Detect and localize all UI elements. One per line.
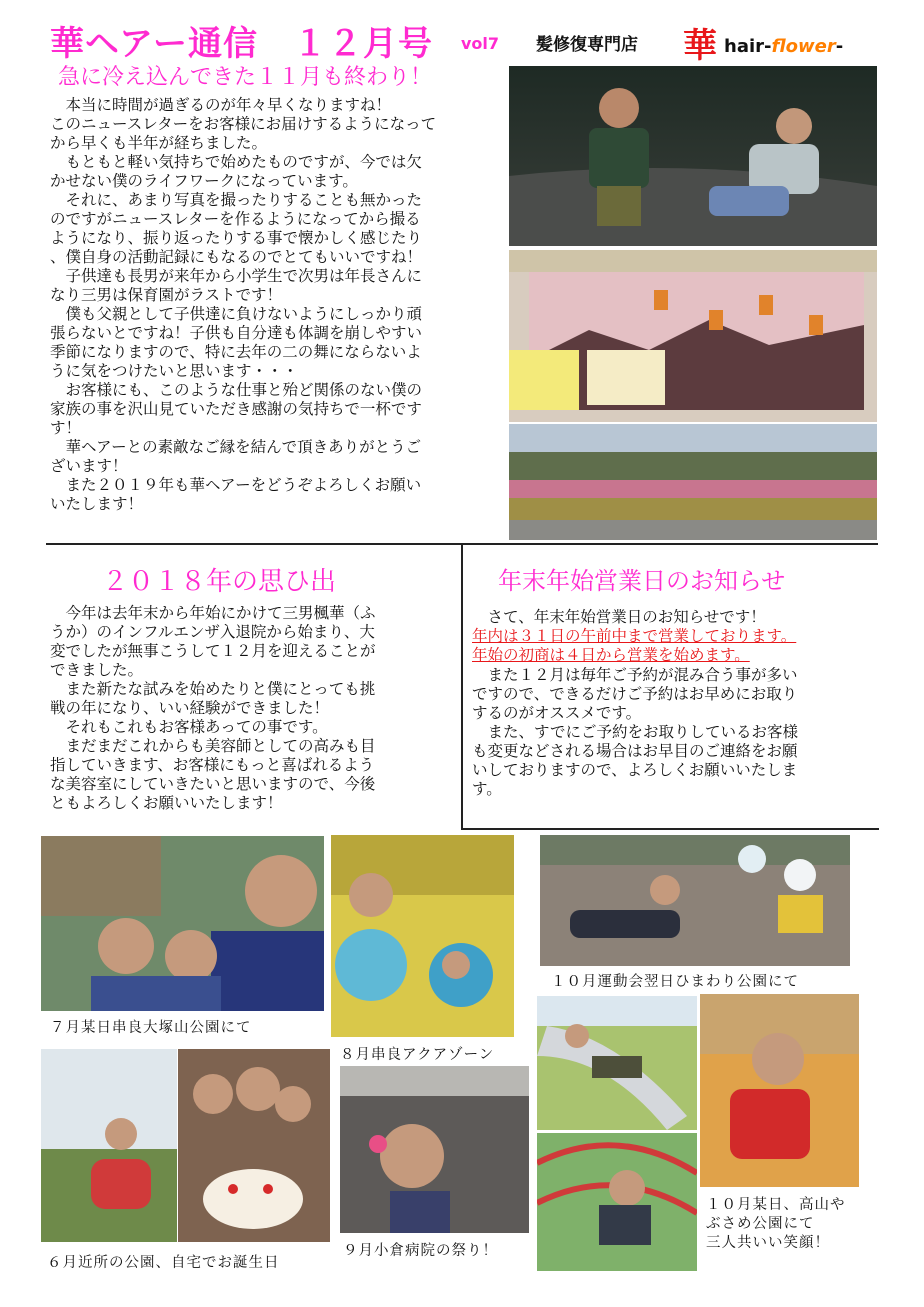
brand-logo-dash: -: [764, 36, 772, 57]
newsletter-title: 華ヘアー通信 １２月号: [50, 24, 433, 64]
notice-year-end-hours: 年内は３１日の午前中まで営業しております。: [472, 627, 797, 645]
notice-bottom-border: [461, 828, 879, 830]
brand-logo-tail: -: [835, 36, 844, 57]
photo-cosmos-field: [509, 424, 877, 540]
photo-sports-day-park: [540, 835, 850, 966]
notice-title: 年末年始営業日のお知らせ: [498, 567, 786, 595]
intro-text: 本当に時間が過ぎるのが年々早くなりますね！ このニュースレターをお客様にお届けするようになって から早くも半年が経ちました。 もともと軽い気持ちで始めたものですが、今では欠 かせない僕のライフワークになっています。 それに、あまり写真を撮ったりすることも無かった のですがニュースレターを作るようになってから撮る ようになり、振り返ったりする事で懐かしく感じたり 、僕自身の活動記録にもなるのでとてもいいですね！ 子供達も長男が来年から小学生で次男は年長さんに なり三男は保育園がラストです！ 僕も父親として子供達に負けないようにしっかり頑 張らないとですね！子供も自分達も体調を崩しやすい 季節になりますので、特に去年の二の舞にならないよ うに気をつけたいと思います・・・ お客様にも、このような仕事と殆ど関係のない僕の 家族の事を沢山見ていただき感謝の気持ちで一杯です す！ 華ヘアーとの素敵なご縁を結んで頂きありがとうご ざいます！ また２０１９年も華ヘアーをどうぞよろしくお願い いたします！: [50, 96, 437, 513]
caption-takayama-park: １０月某日、高山や ぶさめ公園にて 三人共いい笑顔！: [706, 1197, 846, 1251]
volume-label: vol7: [461, 34, 500, 53]
intro-subtitle: 急に冷え込んできた１１月も終わり！: [58, 65, 433, 90]
memories-text: 今年は去年末から年始にかけて三男楓華（ふ うか）のインフルエンザ入退院から始まり、大 変でしたが無事こうして１２月を迎えることが できました。 また新たな試みを始めたりと僕にとっても挑 戦の年になり、いい経験ができました！ それもこれもお客様あっての事です。 まだまだこれからも美容師としての高みも目 指していきます、お客様にもっと喜ばれるよう な美容室にしていきたいと思いますので、今後 ともよろしくお願いいたします！: [50, 604, 376, 812]
photo-slide: [537, 996, 697, 1130]
photo-aqua-zone: [331, 835, 514, 1037]
photo-park-selfie: [41, 836, 324, 1011]
caption-birthday: ６月近所の公園、自宅でお誕生日: [47, 1255, 280, 1271]
caption-sports-day-park: １０月運動会翌日ひまわり公園にて: [551, 974, 799, 990]
notice-text: また１２月は毎年ご予約が混み合う事が多い ですので、できるだけご予約はお早めにお取り するのがオススメです。 また、すでにご予約をお取りしているお客様 も変更などされる場合はお早目のご連絡をお願 いしておりますので、よろしくお願いいたしま す。: [472, 666, 798, 798]
brand-logo-hair: hair: [724, 36, 765, 57]
notice-intro: さて、年末年始営業日のお知らせです！: [472, 608, 766, 626]
shop-type-label: 髪修復専門店: [536, 35, 638, 55]
caption-park-selfie: ７月某日串良大塚山公園にて: [50, 1020, 252, 1036]
caption-hospital-festival: ９月小倉病院の祭り！: [343, 1243, 498, 1259]
brand-logo-flower: flower: [771, 36, 836, 57]
notice-new-year-opening: 年始の初商は４日から営業を始めます。: [472, 646, 750, 664]
photo-takayama-park: [700, 994, 859, 1187]
photo-birthday-cake: [178, 1049, 330, 1242]
photo-hospital-festival: [340, 1066, 529, 1233]
memories-title: ２０１８年の思ひ出: [102, 567, 337, 597]
photo-kids-running: [509, 66, 877, 246]
photo-climbing-frame: [537, 1133, 697, 1271]
caption-aqua-zone: ８月串良アクアゾーン: [340, 1047, 495, 1063]
column-divider: [461, 545, 463, 829]
brand-logo-kanji: 華: [683, 26, 717, 66]
brand-logo: [724, 36, 843, 57]
photo-salon-display: [509, 250, 877, 422]
photo-swing: [41, 1049, 177, 1242]
